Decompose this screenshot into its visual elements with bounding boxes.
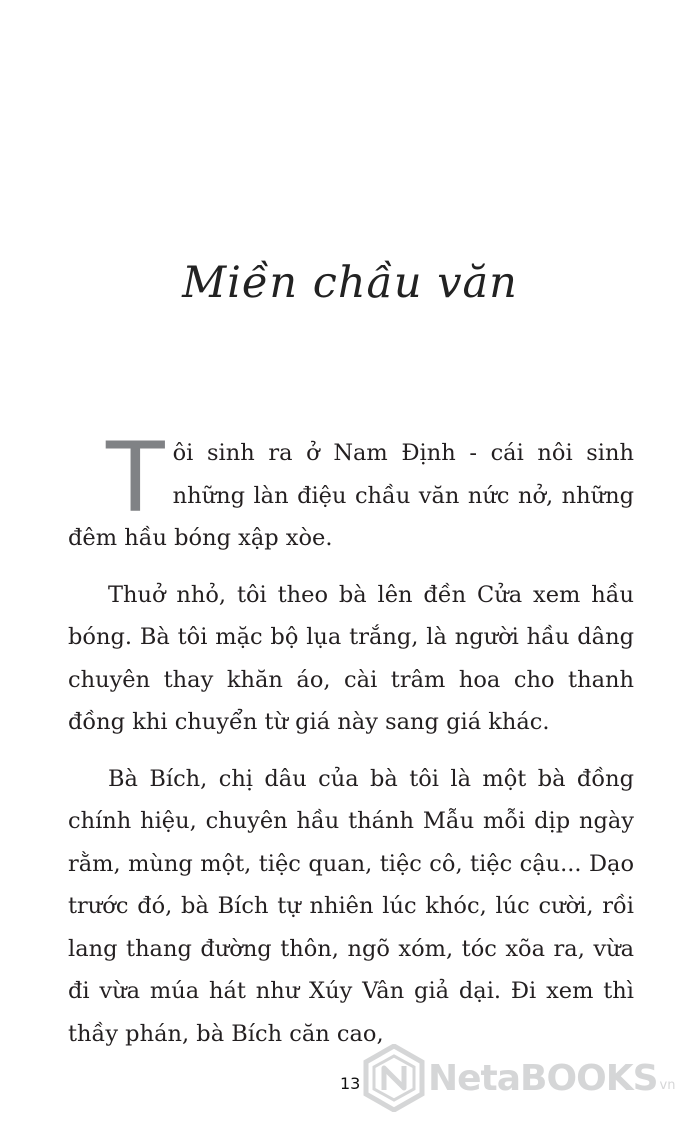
netabooks-logo-icon <box>362 1044 426 1112</box>
paragraph-1 <box>68 422 634 560</box>
drop-cap: T <box>106 422 165 534</box>
paragraph-2: Thuở nhỏ, tôi theo bà lên đền Cửa xem hầu bóng. Bà tôi mặc bộ lụa trắng, là người hầu dâng chuyên thay khăn áo, cài trâm hoa cho thanh đồng khi chuyển từ giá này sang giá khác. <box>68 581 634 735</box>
watermark-text: NetaBOOKS <box>428 1057 658 1099</box>
netabooks-watermark <box>362 1044 675 1112</box>
chapter-body <box>68 422 634 1069</box>
paragraph-1-text: ôi sinh ra ở Nam Định - cái nôi sinh những làn điệu chầu văn nức nở, những đêm hầu bóng xập xòe. <box>68 440 634 551</box>
page-number: 13 <box>340 1074 361 1093</box>
chapter-title: Miền chầu văn <box>182 258 518 308</box>
watermark-suffix: vn <box>659 1077 676 1093</box>
paragraph-3: Bà Bích, chị dâu của bà tôi là một bà đồng chính hiệu, chuyên hầu thánh Mẫu mỗi dịp ngày rằm, mùng một, tiệc quan, tiệc cô, tiệc cậu... Dạo trước đó, bà Bích tự nhiên lúc khóc, lúc cười, rồi lang thang đường thôn, ngõ xóm, tóc xõa ra, vừa đi vừa múa hát như Xúy Vân giả dại. Đi xem thì thầy phán, bà Bích căn cao, <box>68 765 634 1047</box>
